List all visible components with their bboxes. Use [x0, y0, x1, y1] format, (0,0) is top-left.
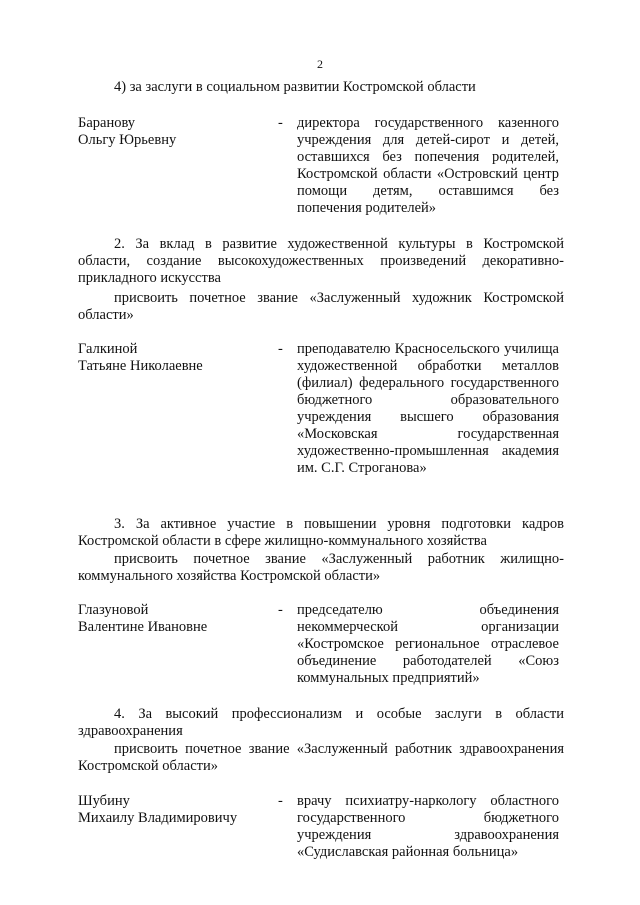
item3-award: присвоить почетное звание «Заслуженный работник жилищно-коммунального хозяйства Костромской области»: [78, 551, 564, 584]
dash-separator: -: [278, 793, 283, 809]
item2-award: присвоить почетное звание «Заслуженный художник Костромской области»: [78, 290, 564, 323]
item4-reason: 4. За высокий профессионализм и особые заслуги в области здравоохранения: [78, 706, 564, 739]
dash-separator: -: [278, 602, 283, 618]
awardee-name: Шубину Михаилу Владимировичу: [78, 793, 238, 826]
item4-award: присвоить почетное звание «Заслуженный работник здравоохранения Костромской области»: [78, 741, 564, 774]
section4-heading: 4) за заслуги в социальном развитии Костромской области: [114, 79, 476, 95]
awardee-position: председателю объединения некоммерческой организации «Костромское региональное отраслевое объединение работодателей «Союз коммунальных предприятий»: [297, 602, 559, 686]
page-number: 2: [317, 57, 323, 71]
awardee-name: Глазуновой Валентине Ивановне: [78, 602, 208, 635]
awardee-position: врачу психиатру-наркологу областного государственного бюджетного учреждения здравоохранения «Судиславская районная больница»: [297, 793, 559, 860]
item2-reason: 2. За вклад в развитие художественной культуры в Костромской области, создание высокохудожественных произведений декоративно-прикладного искусства: [78, 236, 564, 286]
awardee-position: преподавателю Красносельского училища художественной обработки металлов (филиал) федерального государственного бюджетного образовательного учреждения высшего образования «Московская государственная художественно-промышленная академия им. С.Г. Строганова»: [297, 341, 559, 476]
awardee-position: директора государственного казенного учреждения для детей-сирот и детей, оставшихся без попечения родителей, Костромской области «Островский центр помощи детям, оставшимся без попечения родителей»: [297, 115, 559, 216]
item3-reason: 3. За активное участие в повышении уровня подготовки кадров Костромской области в сфере жилищно-коммунального хозяйства: [78, 516, 564, 549]
dash-separator: -: [278, 115, 283, 131]
dash-separator: -: [278, 341, 283, 357]
awardee-name: Галкиной Татьяне Николаевне: [78, 341, 203, 374]
awardee-name: Баранову Ольгу Юрьевну: [78, 115, 177, 148]
